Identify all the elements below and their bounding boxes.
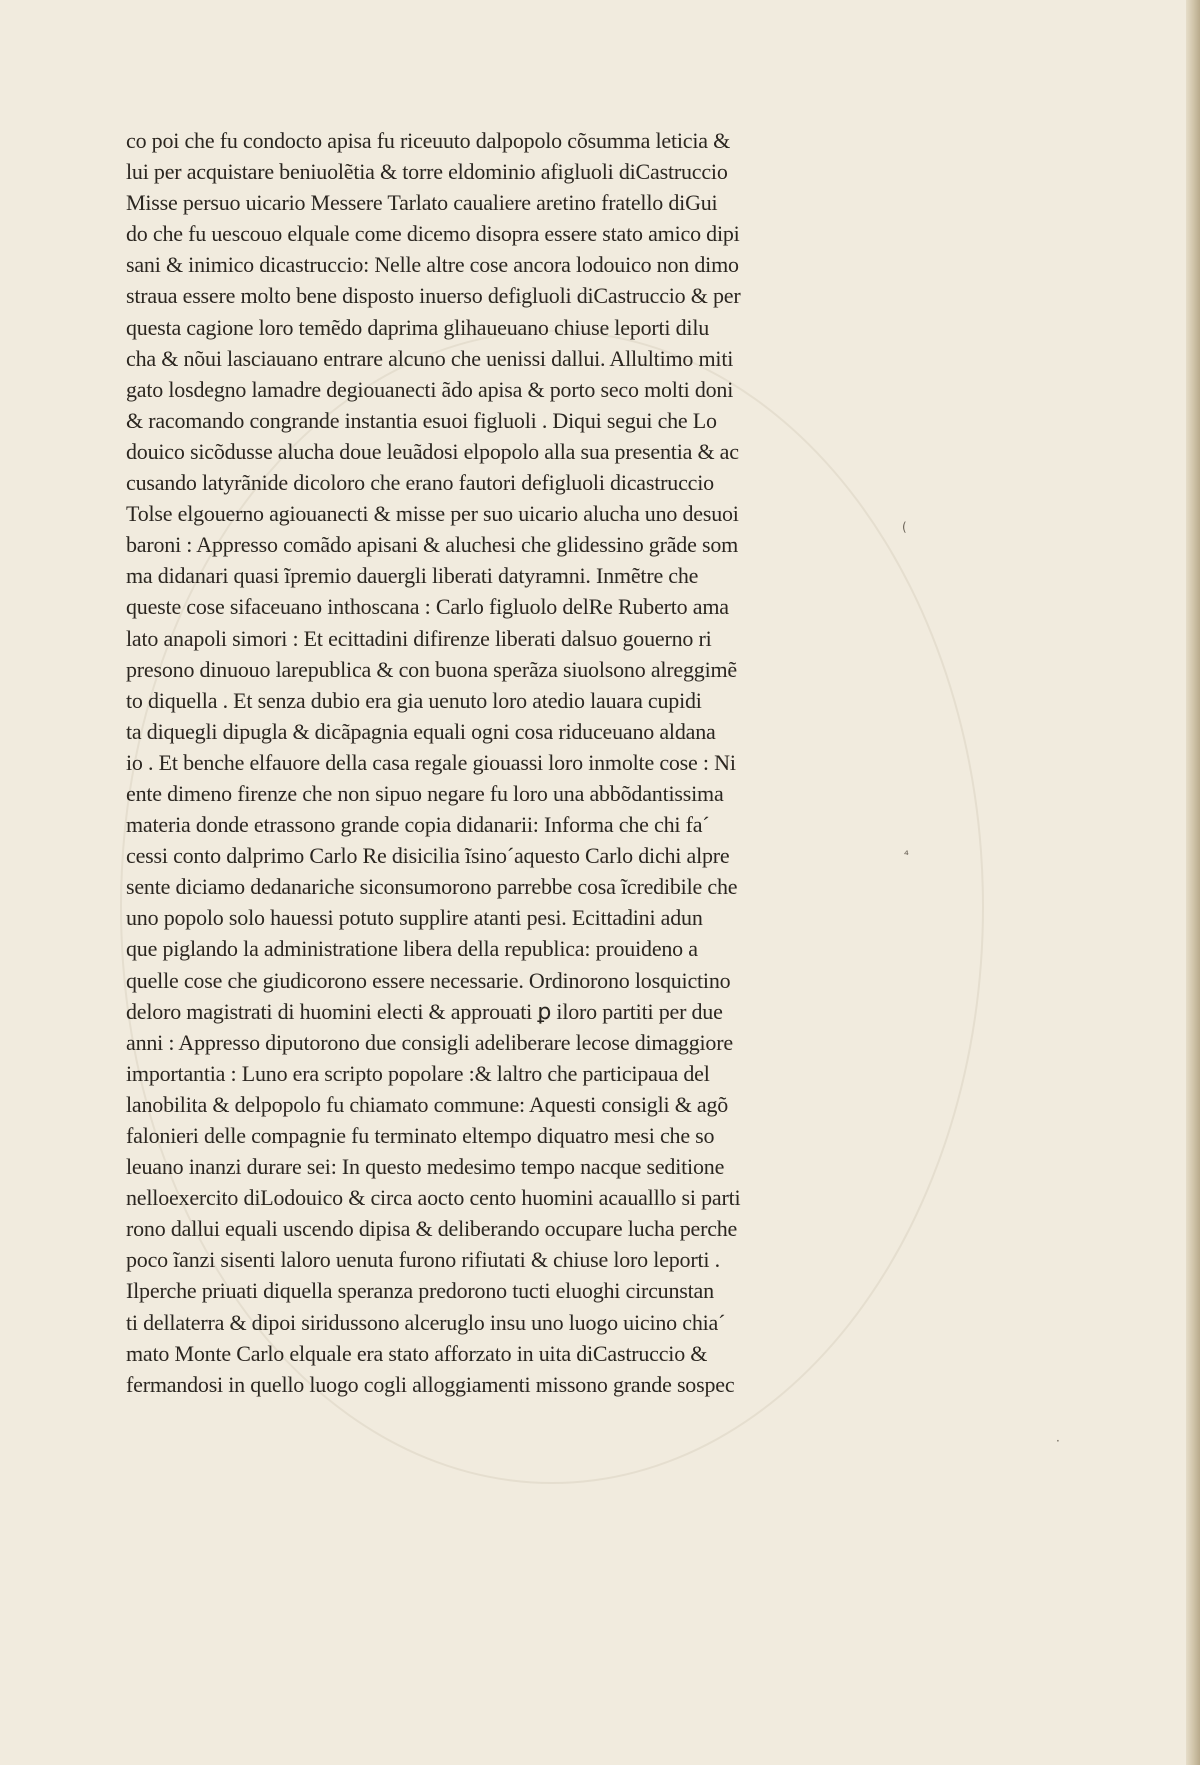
text-line: gato losdegno lamadre degiouanecti ãdo apisa & porto seco molti doni: [126, 376, 734, 402]
text-line: ta diquegli dipugla & dicãpagnia equali ogni cosa riduceuano aldana: [126, 718, 716, 744]
text-line: lui per acquistare beniuolẽtia & torre eldominio afigluoli diCastruccio: [126, 159, 728, 185]
text-line: falonieri delle compagnie fu terminato eltempo diquatro mesi che so: [126, 1123, 715, 1148]
text-line: ma didanari quasi ĩpremio dauergli liberati datyramni. Inmẽtre che: [126, 563, 699, 589]
text-line: Tolse elgouerno agiouanecti & misse per suo uicario alucha uno desuoi: [126, 501, 739, 527]
text-line: io . Et benche elfauore della casa regale giouassi loro inmolte cose : Ni: [126, 749, 736, 775]
text-line: lanobilita & delpopolo fu chiamato commune: Aquesti consigli & agõ: [126, 1091, 729, 1117]
text-line: Misse persuo uicario Messere Tarlato caualiere aretino fratello diGui: [126, 190, 718, 216]
text-line: to diquella . Et senza dubio era gia uenuto loro atedio lauara cupidi: [126, 687, 702, 713]
text-line: poco ĩanzi sisenti laloro uenuta furono rifiutati & chiuse loro leporti .: [126, 1247, 720, 1273]
text-line: leuano inanzi durare sei: In questo medesimo tempo nacque seditione: [126, 1154, 725, 1180]
text-line: quelle cose che giudicorono essere necessarie. Ordinorono losquictino: [126, 967, 731, 993]
text-line: presono dinuouo larepublica & con buona sperãza siuolsono alreggimẽ: [126, 656, 737, 682]
text-column: [126, 125, 926, 1400]
text-line: ti dellaterra & dipoi siridussono alceruglo insu uno luogo uicino chia´: [126, 1309, 726, 1335]
text-line: uno popolo solo hauessi potuto supplire atanti pesi. Ecittadini adun: [126, 905, 703, 931]
paper-speck: (: [902, 520, 907, 534]
text-line: & racomando congrande instantia esuoi figluoli . Diqui segui che Lo: [126, 407, 717, 433]
text-line: lato anapoli simori : Et ecittadini difirenze liberati dalsuo gouerno ri: [126, 625, 712, 651]
page-edge: [1186, 0, 1200, 1765]
text-line: do che fu uescouo elquale come dicemo disopra essere stato amico dipi: [126, 221, 740, 247]
text-line: straua essere molto bene disposto inuerso defigluoli diCastruccio & per: [126, 283, 741, 309]
text-line: que piglando la administratione libera della republica: prouideno a: [126, 936, 698, 962]
paper-speck: ⁴: [904, 848, 909, 862]
text-line: fermandosi in quello luogo cogli alloggiamenti missono grande sospec: [126, 1371, 735, 1397]
text-line: deloro magistrati di huomini electi & approuati ꝑ iloro partiti per due: [126, 998, 723, 1024]
text-line: cha & nõui lasciauano entrare alcuno che uenissi dallui. Allultimo miti: [126, 345, 734, 371]
text-line: cusando latyrãnide dicoloro che erano fautori defigluoli dicastruccio: [126, 470, 714, 496]
text-line: anni : Appresso diputorono due consigli adeliberare lecose dimaggiore: [126, 1029, 733, 1055]
text-line: sente diciamo dedanariche siconsumorono parrebbe cosa ĩcredibile che: [126, 874, 738, 900]
text-line: queste cose sifaceuano inthoscana : Carlo figluolo delRe Ruberto ama: [126, 594, 729, 620]
text-line: mato Monte Carlo elquale era stato afforzato in uita diCastruccio &: [126, 1340, 708, 1366]
text-line: rono dallui equali uscendo dipisa & deliberando occupare lucha perche: [126, 1216, 738, 1242]
paper-speck: ·: [1056, 1434, 1060, 1448]
text-line: materia donde etrassono grande copia didanarii: Informa che chi fa´: [126, 812, 710, 838]
text-line: co poi che fu condocto apisa fu riceuuto dalpopolo cõsumma leticia &: [126, 128, 731, 153]
text-line: questa cagione loro temẽdo daprima glihaueuano chiuse leporti dilu: [126, 314, 710, 340]
text-line: baroni : Appresso comãdo apisani & aluchesi che glidessino grãde som: [126, 532, 739, 558]
text-line: Ilperche priuati diquella speranza predorono tucti eluoghi circunstan: [126, 1278, 714, 1304]
text-line: douico sicõdusse alucha doue leuãdosi elpopolo alla sua presentia & ac: [126, 438, 739, 464]
text-line: sani & inimico dicastruccio: Nelle altre cose ancora lodouico non dimo: [126, 252, 739, 278]
text-line: cessi conto dalprimo Carlo Re disicilia ĩsino´aquesto Carlo dichi alpre: [126, 843, 730, 869]
text-line: ente dimeno firenze che non sipuo negare fu loro una abbõdantissima: [126, 780, 724, 806]
text-line: importantia : Luno era scripto popolare :& laltro che participaua del: [126, 1060, 710, 1086]
text-line: nelloexercito diLodouico & circa aocto cento huomini acaualllo si parti: [126, 1185, 741, 1211]
